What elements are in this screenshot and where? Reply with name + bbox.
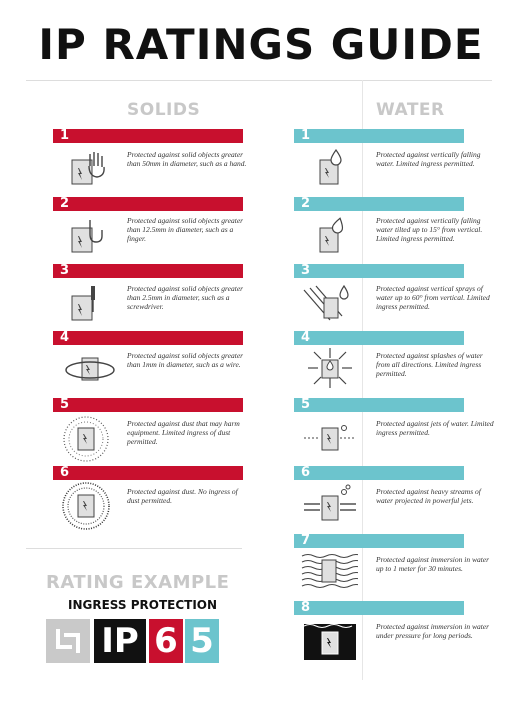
solids-bar: 1 (53, 129, 243, 143)
water-desc: Protected against heavy streams of water projected in powerful jets. (376, 487, 481, 505)
water-bar: 7 (294, 534, 464, 548)
spray-icon (300, 282, 356, 326)
water-digit: 5 (185, 619, 219, 663)
solids-bar: 3 (53, 264, 243, 278)
hand-icon (62, 146, 118, 190)
water-bar: 5 (294, 398, 464, 412)
water-bar: 8 (294, 601, 464, 615)
immersion-icon (300, 550, 358, 594)
dust-sealed-icon (56, 481, 116, 531)
water-bar: 4 (294, 331, 464, 345)
solids-desc: Protected against solid objects greater than 50mm in diameter, such as a hand. (127, 150, 247, 168)
rating-example-heading: RATING EXAMPLE (46, 572, 230, 593)
water-desc: Protected against vertically falling water tilted up to 15° from vertical. Limited ingress permitted. (376, 216, 483, 243)
solids-desc: Protected against dust that may harm equipment. Limited ingress of dust permitted. (127, 419, 240, 446)
solid-digit: 6 (149, 619, 183, 663)
brand-logo (46, 619, 90, 663)
top-divider (26, 80, 492, 81)
wire-icon (62, 348, 118, 392)
solids-desc: Protected against solid objects greater than 1mm in diameter, such as a wire. (127, 351, 244, 369)
column-divider (362, 80, 363, 680)
screwdriver-icon (62, 282, 118, 326)
water-desc: Protected against immersion in water under pressure for long periods. (376, 622, 490, 640)
solids-bar: 2 (53, 197, 243, 211)
water-drop-icon (302, 146, 358, 190)
tilted-drop-icon (302, 214, 358, 258)
finger-icon (62, 214, 118, 258)
brand-logo-icon (46, 619, 90, 663)
solids-desc: Protected against dust. No ingress of dust permitted. (127, 487, 238, 505)
solids-bar: 6 (53, 466, 243, 480)
page-title: IP RATINGS GUIDE (38, 20, 484, 69)
example-divider (26, 548, 242, 549)
solids-desc: Protected against solid objects greater than 2.5mm in diameter, such as a screwdriver. (127, 284, 244, 311)
solids-desc: Protected against solid objects greater than 12.5mm in diameter, such as a finger. (127, 216, 244, 243)
ingress-protection-subheading: INGRESS PROTECTION (68, 598, 218, 612)
water-desc: Protected against vertically falling water. Limited ingress permitted. (376, 150, 481, 168)
jet-icon (302, 414, 358, 458)
ip-label: IP (94, 619, 146, 663)
water-bar: 2 (294, 197, 464, 211)
splash-icon (302, 346, 358, 390)
submersion-icon (302, 618, 358, 662)
water-desc: Protected against splashes of water from all directions. Limited ingress permitted. (376, 351, 483, 378)
solids-bar: 4 (53, 331, 243, 345)
water-desc: Protected against vertical sprays of water up to 60° from vertical. Limited ingress permitted. (376, 284, 490, 311)
water-bar: 6 (294, 466, 464, 480)
dust-icon (56, 414, 116, 464)
water-desc: Protected against jets of water. Limited ingress permitted. (376, 419, 494, 437)
water-bar: 1 (294, 129, 464, 143)
water-desc: Protected against immersion in water up to 1 meter for 30 minutes. (376, 555, 490, 573)
solids-bar: 5 (53, 398, 243, 412)
heavy-jet-icon (302, 482, 358, 526)
water-bar: 3 (294, 264, 464, 278)
water-heading: WATER (376, 100, 445, 120)
solids-heading: SOLIDS (127, 100, 201, 120)
